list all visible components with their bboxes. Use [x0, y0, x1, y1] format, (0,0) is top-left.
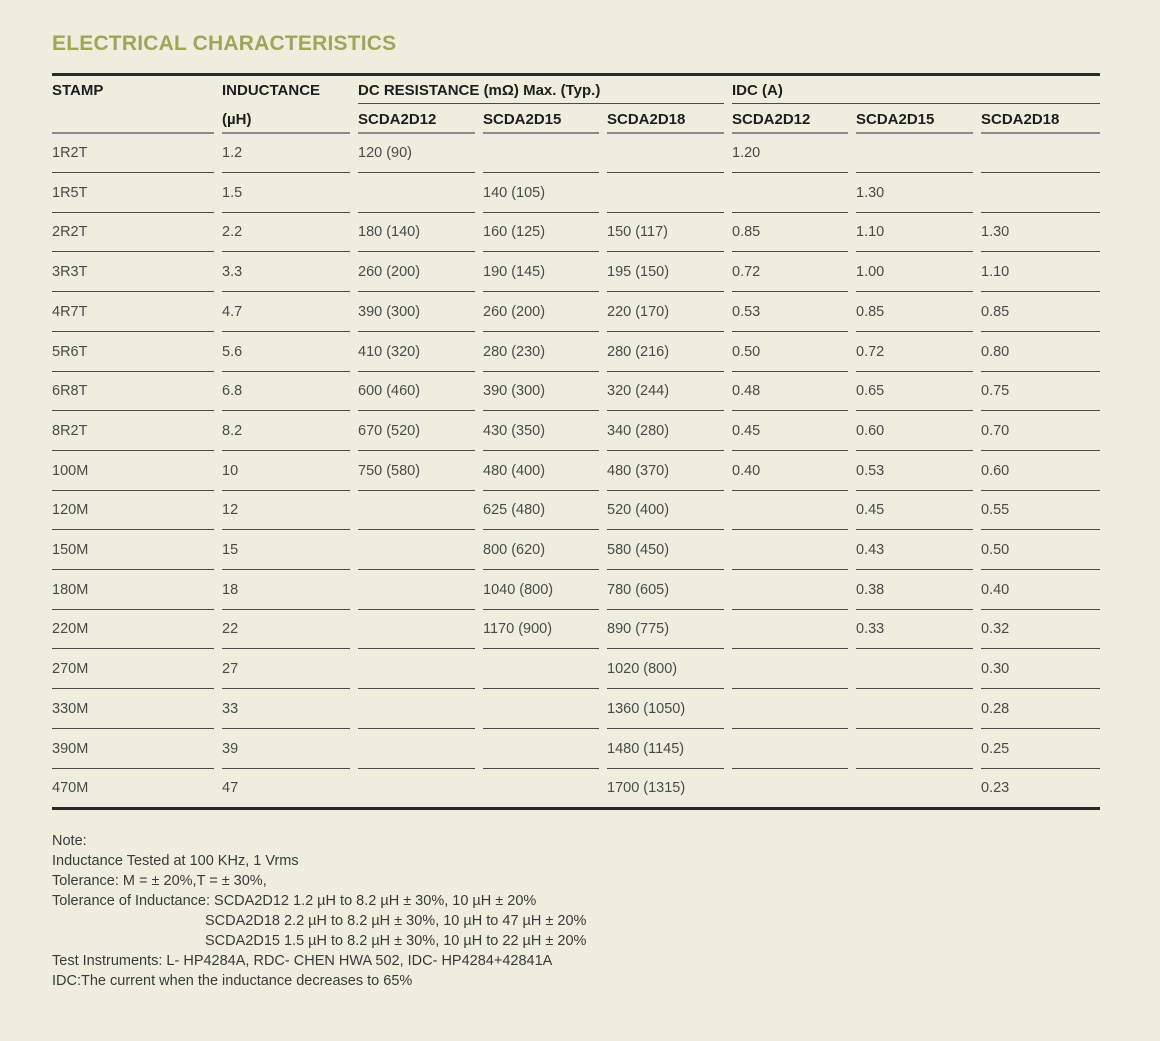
row-rule: [856, 291, 973, 292]
stamp-cell: 150M: [52, 542, 89, 558]
idc-scda2d18-cell: 1.10: [981, 264, 1010, 281]
idc-scda2d12-cell: 0.72: [732, 264, 761, 281]
idc-scda2d15-cell: 0.43: [856, 542, 885, 558]
inductance-cell: 6.8: [222, 383, 243, 400]
dcr-scda2d18-cell: 1360 (1050): [607, 700, 686, 717]
row-rule: [856, 529, 973, 530]
stamp-cell: 220M: [52, 621, 89, 638]
row-rule: [981, 490, 1100, 491]
row-rule: [222, 569, 350, 570]
header-dcr-scda2d18: SCDA2D18: [607, 111, 686, 128]
dcr-scda2d12-cell: 750 (580): [358, 462, 421, 479]
row-rule: [52, 529, 214, 530]
header-rule: [607, 132, 724, 134]
row-rule: [856, 569, 973, 570]
note-idc-definition: IDC:The current when the inductance decreases to 65%: [52, 973, 413, 989]
idc-scda2d18-cell: 0.32: [981, 621, 1010, 638]
row-rule: [981, 212, 1100, 213]
row-rule: [222, 688, 350, 689]
row-rule: [856, 251, 973, 252]
row-rule: [52, 728, 214, 729]
row-rule: [52, 331, 214, 332]
row-rule: [607, 291, 724, 292]
stamp-cell: 270M: [52, 661, 89, 678]
idc-group-rule: [732, 103, 1100, 104]
inductance-cell: 1.5: [222, 184, 243, 201]
inductance-cell: 12: [222, 502, 239, 519]
row-rule: [856, 172, 973, 173]
row-rule: [607, 768, 724, 769]
row-rule: [981, 688, 1100, 689]
dcr-scda2d15-cell: 625 (480): [483, 502, 546, 519]
row-rule: [52, 569, 214, 570]
row-rule: [222, 728, 350, 729]
row-rule: [732, 569, 848, 570]
row-rule: [358, 450, 475, 451]
header-rule: [358, 132, 475, 134]
header-dc-resistance: DC RESISTANCE (mΩ) Max. (Typ.): [358, 82, 601, 99]
dcr-scda2d15-cell: 390 (300): [483, 383, 546, 400]
row-rule: [607, 529, 724, 530]
row-rule: [732, 410, 848, 411]
table-row: [0, 621, 1160, 661]
row-rule: [607, 688, 724, 689]
row-rule: [981, 569, 1100, 570]
row-rule: [732, 648, 848, 649]
dcr-scda2d18-cell: 520 (400): [607, 502, 670, 519]
dcr-scda2d15-cell: 800 (620): [483, 542, 546, 558]
row-rule: [222, 212, 350, 213]
row-rule: [732, 609, 848, 610]
row-rule: [483, 291, 599, 292]
dcr-scda2d12-cell: 180 (140): [358, 224, 421, 241]
row-rule: [607, 648, 724, 649]
header-rule: [732, 132, 848, 134]
stamp-cell: 1R2T: [52, 145, 88, 161]
dcr-scda2d18-cell: 480 (370): [607, 462, 670, 479]
section-title: ELECTRICAL CHARACTERISTICS: [52, 32, 397, 55]
header-rule: [222, 132, 350, 134]
table-row: [0, 741, 1160, 781]
table-row: [0, 701, 1160, 741]
row-rule: [607, 251, 724, 252]
row-rule: [52, 768, 214, 769]
row-rule: [981, 410, 1100, 411]
idc-scda2d15-cell: 1.30: [856, 184, 885, 201]
row-rule: [52, 410, 214, 411]
row-rule: [52, 172, 214, 173]
idc-scda2d15-cell: 1.00: [856, 264, 885, 281]
row-rule: [52, 450, 214, 451]
dcr-scda2d15-cell: 430 (350): [483, 422, 546, 439]
row-rule: [607, 410, 724, 411]
dcr-scda2d15-cell: 1170 (900): [483, 621, 553, 638]
idc-scda2d12-cell: 0.48: [732, 383, 761, 400]
header-inductance: INDUCTANCE: [222, 82, 321, 99]
idc-scda2d18-cell: 1.30: [981, 224, 1010, 241]
note-test-instruments: Test Instruments: L- HP4284A, RDC- CHEN HWA 502, IDC- HP4284+42841A: [52, 953, 553, 969]
table-row: [0, 502, 1160, 542]
note-tolerance-scda2d12: Tolerance of Inductance: SCDA2D12 1.2 µH to 8.2 µH ± 30%, 10 µH ± 20%: [52, 893, 537, 909]
row-rule: [358, 172, 475, 173]
note-tolerance: Tolerance: M = ± 20%,T = ± 30%,: [52, 873, 267, 889]
row-rule: [222, 291, 350, 292]
stamp-cell: 100M: [52, 462, 89, 479]
idc-scda2d12-cell: 0.50: [732, 343, 761, 360]
row-rule: [732, 331, 848, 332]
idc-scda2d18-cell: 0.23: [981, 780, 1010, 797]
dcr-scda2d18-cell: 280 (216): [607, 343, 670, 360]
row-rule: [732, 212, 848, 213]
inductance-cell: 27: [222, 661, 239, 678]
row-rule: [981, 609, 1100, 610]
row-rule: [358, 529, 475, 530]
inductance-cell: 18: [222, 581, 239, 598]
row-rule: [856, 768, 973, 769]
header-stamp: STAMP: [52, 82, 104, 99]
row-rule: [732, 450, 848, 451]
dcr-scda2d15-cell: 480 (400): [483, 462, 546, 479]
table-bottom-rule: [52, 807, 1100, 810]
dcr-scda2d18-cell: 320 (244): [607, 383, 670, 400]
row-rule: [358, 569, 475, 570]
row-rule: [607, 212, 724, 213]
row-rule: [607, 331, 724, 332]
idc-scda2d12-cell: 0.45: [732, 422, 761, 439]
row-rule: [732, 529, 848, 530]
idc-scda2d12-cell: 0.85: [732, 224, 761, 241]
dcr-scda2d15-cell: 280 (230): [483, 343, 546, 360]
idc-scda2d15-cell: 1.10: [856, 224, 885, 241]
note-heading: Note:: [52, 833, 87, 849]
row-rule: [358, 490, 475, 491]
row-rule: [52, 371, 214, 372]
row-rule: [483, 529, 599, 530]
note-tolerance-scda2d18: SCDA2D18 2.2 µH to 8.2 µH ± 30%, 10 µH to 47 µH ± 20%: [205, 913, 587, 929]
table-row: [0, 780, 1160, 820]
stamp-cell: 330M: [52, 700, 89, 717]
header-rule: [52, 132, 214, 134]
row-rule: [483, 688, 599, 689]
row-rule: [222, 410, 350, 411]
dcr-scda2d18-cell: 195 (150): [607, 264, 670, 281]
row-rule: [52, 609, 214, 610]
row-rule: [483, 212, 599, 213]
row-rule: [856, 371, 973, 372]
row-rule: [981, 331, 1100, 332]
row-rule: [856, 609, 973, 610]
idc-scda2d18-cell: 0.55: [981, 502, 1010, 519]
stamp-cell: 470M: [52, 780, 89, 797]
row-rule: [607, 371, 724, 372]
note-test-condition: Inductance Tested at 100 KHz, 1 Vrms: [52, 853, 299, 869]
row-rule: [483, 172, 599, 173]
stamp-cell: 4R7T: [52, 303, 88, 320]
row-rule: [222, 648, 350, 649]
inductance-cell: 22: [222, 621, 239, 638]
table-row: [0, 344, 1160, 384]
row-rule: [732, 768, 848, 769]
idc-scda2d18-cell: 0.28: [981, 700, 1010, 717]
idc-scda2d15-cell: 0.65: [856, 383, 885, 400]
row-rule: [52, 291, 214, 292]
row-rule: [856, 728, 973, 729]
row-rule: [222, 172, 350, 173]
row-rule: [856, 331, 973, 332]
dcr-scda2d12-cell: 670 (520): [358, 422, 421, 439]
row-rule: [981, 648, 1100, 649]
row-rule: [222, 609, 350, 610]
row-rule: [52, 490, 214, 491]
row-rule: [483, 331, 599, 332]
row-rule: [981, 251, 1100, 252]
stamp-cell: 390M: [52, 740, 89, 757]
row-rule: [607, 728, 724, 729]
inductance-cell: 10: [222, 462, 239, 479]
stamp-cell: 3R3T: [52, 264, 88, 281]
idc-scda2d18-cell: 0.30: [981, 661, 1010, 678]
table-row: [0, 185, 1160, 225]
row-rule: [483, 609, 599, 610]
row-rule: [222, 251, 350, 252]
note-tolerance-scda2d15: SCDA2D15 1.5 µH to 8.2 µH ± 30%, 10 µH to 22 µH ± 20%: [205, 933, 587, 949]
dcr-scda2d18-cell: 580 (450): [607, 542, 670, 558]
row-rule: [607, 450, 724, 451]
row-rule: [358, 688, 475, 689]
dcr-scda2d15-cell: 1040 (800): [483, 581, 554, 598]
row-rule: [483, 490, 599, 491]
dcr-scda2d18-cell: 780 (605): [607, 581, 670, 598]
row-rule: [483, 410, 599, 411]
row-rule: [222, 331, 350, 332]
inductance-cell: 1.2: [222, 145, 243, 161]
stamp-cell: 8R2T: [52, 422, 88, 439]
dcr-scda2d15-cell: 140 (105): [483, 184, 546, 201]
dcr-scda2d15-cell: 160 (125): [483, 224, 546, 241]
row-rule: [483, 768, 599, 769]
row-rule: [856, 212, 973, 213]
header-inductance-unit: (µH): [222, 111, 252, 128]
row-rule: [732, 371, 848, 372]
row-rule: [222, 490, 350, 491]
idc-scda2d15-cell: 0.38: [856, 581, 885, 598]
row-rule: [856, 490, 973, 491]
dcr-scda2d18-cell: 220 (170): [607, 303, 670, 320]
inductance-cell: 47: [222, 780, 239, 797]
row-rule: [222, 371, 350, 372]
dcr-scda2d12-cell: 410 (320): [358, 343, 421, 360]
table-row: [0, 542, 1160, 582]
table-top-rule: [52, 73, 1100, 76]
dcr-scda2d18-cell: 1700 (1315): [607, 780, 686, 797]
idc-scda2d18-cell: 0.25: [981, 740, 1010, 757]
row-rule: [483, 569, 599, 570]
idc-scda2d12-cell: 0.53: [732, 303, 761, 320]
row-rule: [732, 728, 848, 729]
dcr-scda2d18-cell: 890 (775): [607, 621, 670, 638]
row-rule: [856, 410, 973, 411]
header-idc-scda2d12: SCDA2D12: [732, 111, 811, 128]
dcr-scda2d18-cell: 1020 (800): [607, 661, 678, 678]
stamp-cell: 2R2T: [52, 224, 88, 241]
row-rule: [222, 450, 350, 451]
row-rule: [358, 371, 475, 372]
row-rule: [358, 768, 475, 769]
row-rule: [856, 688, 973, 689]
row-rule: [856, 450, 973, 451]
stamp-cell: 180M: [52, 581, 89, 598]
table-row: [0, 463, 1160, 503]
row-rule: [981, 291, 1100, 292]
stamp-cell: 6R8T: [52, 383, 88, 400]
idc-scda2d15-cell: 0.72: [856, 343, 885, 360]
row-rule: [483, 450, 599, 451]
dcr-scda2d12-cell: 260 (200): [358, 264, 421, 281]
inductance-cell: 15: [222, 542, 239, 558]
row-rule: [483, 728, 599, 729]
dcr-scda2d18-cell: 340 (280): [607, 422, 670, 439]
row-rule: [981, 172, 1100, 173]
table-row: [0, 661, 1160, 701]
row-rule: [358, 648, 475, 649]
row-rule: [52, 212, 214, 213]
row-rule: [981, 529, 1100, 530]
row-rule: [52, 251, 214, 252]
row-rule: [483, 371, 599, 372]
header-idc-scda2d18: SCDA2D18: [981, 111, 1060, 128]
table-row: [0, 423, 1160, 463]
idc-scda2d15-cell: 0.33: [856, 621, 885, 638]
header-idc: IDC (A): [732, 82, 783, 99]
idc-scda2d18-cell: 0.75: [981, 383, 1010, 400]
table-row: [0, 582, 1160, 622]
row-rule: [358, 410, 475, 411]
header-dcr-scda2d12: SCDA2D12: [358, 111, 437, 128]
dcr-scda2d15-cell: 190 (145): [483, 264, 546, 281]
idc-scda2d15-cell: 0.60: [856, 422, 885, 439]
inductance-cell: 4.7: [222, 303, 243, 320]
header-rule: [483, 132, 599, 134]
dcr-scda2d18-cell: 1480 (1145): [607, 740, 685, 757]
idc-scda2d12-cell: 0.40: [732, 462, 761, 479]
header-rule: [981, 132, 1100, 134]
stamp-cell: 1R5T: [52, 184, 88, 201]
idc-scda2d18-cell: 0.85: [981, 303, 1010, 320]
idc-scda2d18-cell: 0.60: [981, 462, 1010, 479]
row-rule: [856, 648, 973, 649]
inductance-cell: 8.2: [222, 422, 243, 439]
table-row: [0, 383, 1160, 423]
row-rule: [483, 648, 599, 649]
dcr-scda2d18-cell: 150 (117): [607, 224, 668, 241]
table-row: [0, 264, 1160, 304]
row-rule: [981, 450, 1100, 451]
inductance-cell: 39: [222, 740, 239, 757]
row-rule: [52, 688, 214, 689]
inductance-cell: 3.3: [222, 264, 243, 281]
row-rule: [358, 331, 475, 332]
stamp-cell: 120M: [52, 502, 89, 519]
row-rule: [607, 490, 724, 491]
header-idc-scda2d15: SCDA2D15: [856, 111, 935, 128]
row-rule: [222, 529, 350, 530]
row-rule: [732, 490, 848, 491]
dcr-scda2d12-cell: 600 (460): [358, 383, 421, 400]
idc-scda2d12-cell: 1.20: [732, 145, 761, 161]
stamp-cell: 5R6T: [52, 343, 88, 360]
row-rule: [732, 172, 848, 173]
row-rule: [607, 172, 724, 173]
header-rule: [856, 132, 973, 134]
inductance-cell: 33: [222, 700, 239, 717]
row-rule: [732, 291, 848, 292]
inductance-cell: 2.2: [222, 224, 243, 241]
row-rule: [358, 609, 475, 610]
idc-scda2d18-cell: 0.80: [981, 343, 1010, 360]
dcr-scda2d12-cell: 120 (90): [358, 145, 413, 161]
inductance-cell: 5.6: [222, 343, 243, 360]
idc-scda2d15-cell: 0.45: [856, 502, 885, 519]
idc-scda2d15-cell: 0.53: [856, 462, 885, 479]
row-rule: [358, 212, 475, 213]
table-row: [0, 224, 1160, 264]
idc-scda2d15-cell: 0.85: [856, 303, 885, 320]
row-rule: [607, 609, 724, 610]
row-rule: [358, 291, 475, 292]
idc-scda2d18-cell: 0.50: [981, 542, 1010, 558]
idc-scda2d18-cell: 0.70: [981, 422, 1010, 439]
row-rule: [981, 371, 1100, 372]
table-row: [0, 145, 1160, 185]
header-dcr-scda2d15: SCDA2D15: [483, 111, 562, 128]
row-rule: [358, 728, 475, 729]
row-rule: [358, 251, 475, 252]
dcr-scda2d15-cell: 260 (200): [483, 303, 546, 320]
row-rule: [981, 768, 1100, 769]
dcr-group-rule: [358, 103, 724, 104]
row-rule: [732, 688, 848, 689]
row-rule: [52, 648, 214, 649]
table-row: [0, 304, 1160, 344]
row-rule: [981, 728, 1100, 729]
dcr-scda2d12-cell: 390 (300): [358, 303, 421, 320]
row-rule: [607, 569, 724, 570]
row-rule: [222, 768, 350, 769]
idc-scda2d18-cell: 0.40: [981, 581, 1010, 598]
row-rule: [732, 251, 848, 252]
row-rule: [483, 251, 599, 252]
